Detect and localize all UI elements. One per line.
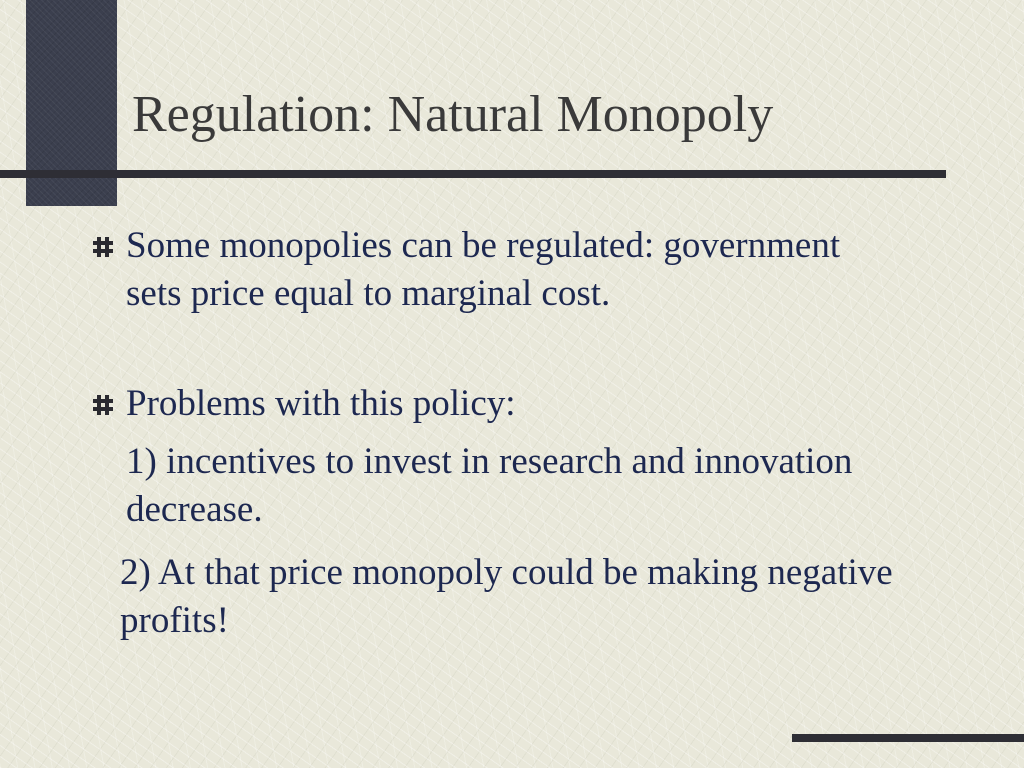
sub-point: 2) At that price monopoly could be making negative profits!: [120, 552, 893, 641]
hash-bullet-icon: [92, 394, 114, 416]
hash-bullet-icon: [92, 236, 114, 258]
bullet-text: Some monopolies can be regulated: government sets price equal to marginal cost.: [126, 225, 841, 314]
slide-title: Regulation: Natural Monopoly: [132, 86, 774, 143]
sub-point: 1) incentives to invest in research and innovation decrease.: [126, 441, 853, 530]
bullet-text: Problems with this policy:: [126, 383, 516, 424]
